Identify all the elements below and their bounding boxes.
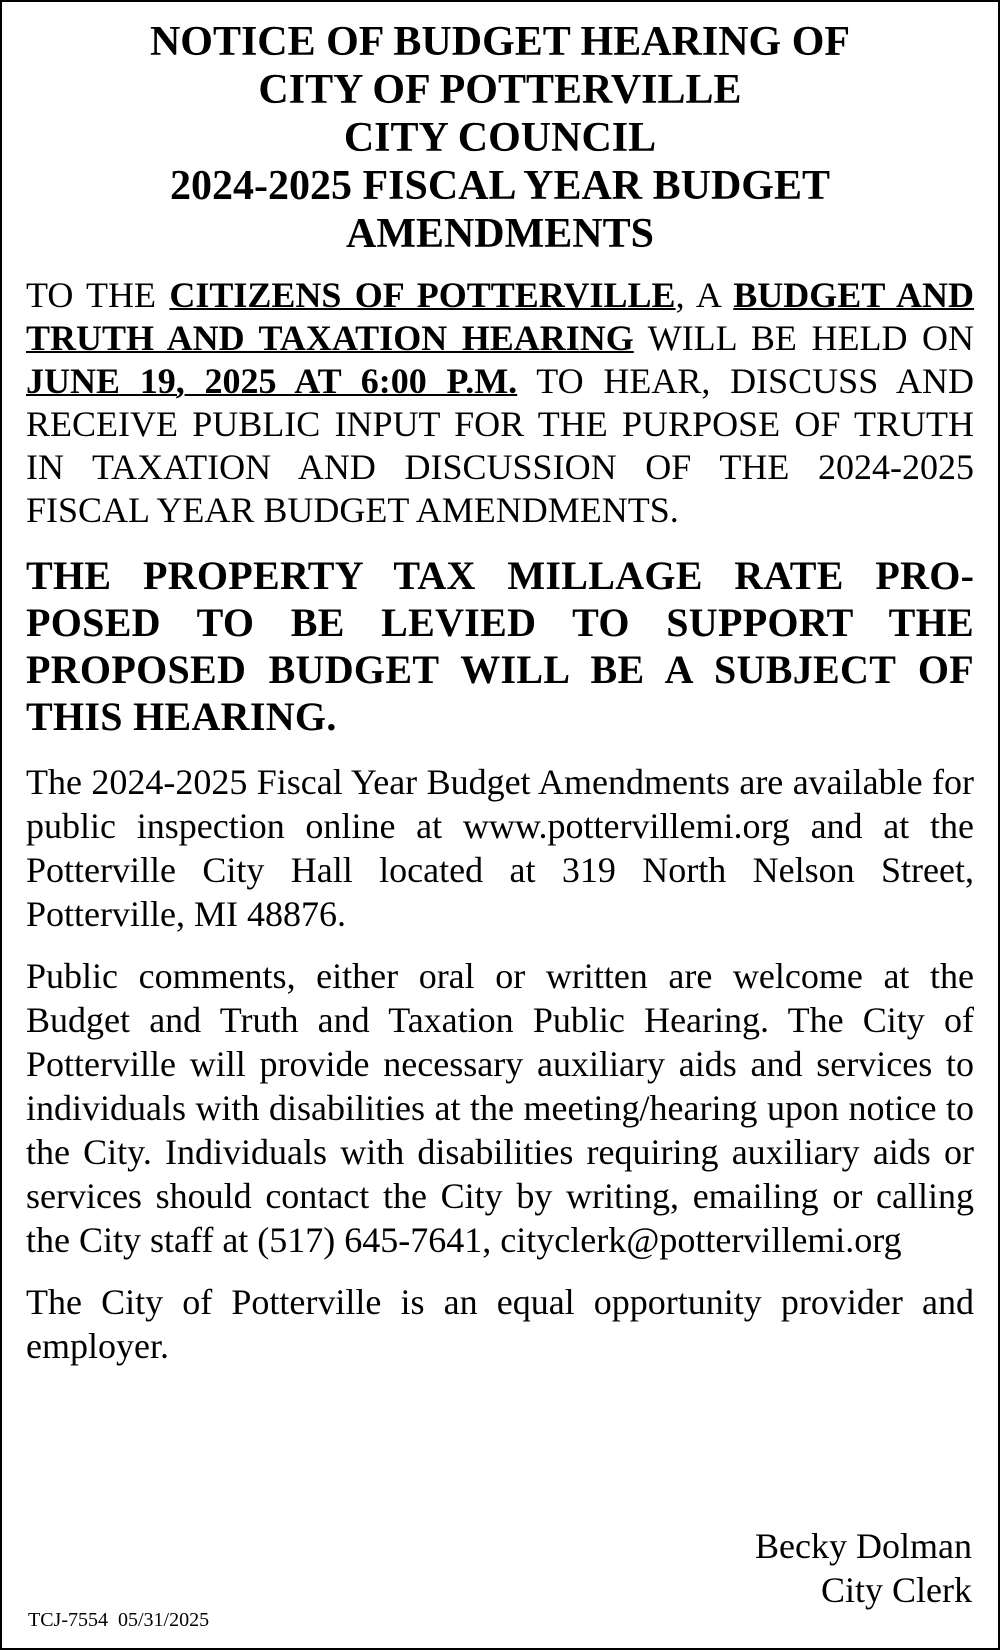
signer-role: City Clerk: [821, 1570, 972, 1610]
title-line-1: NOTICE OF BUDGET HEARING OF: [149, 19, 851, 65]
notice-title: [26, 18, 974, 258]
millage-rate-notice: THE PROPERTY TAX MILLAGE RATE PROPOSED TO BE LEVIED TO SUPPORT THE PROPOSED BUDGET WILL BE A SUBJECT OF THIS HEARING.: [26, 553, 974, 739]
hearing-name: BUDGET AND TRUTH AND TAXATION HEARING: [26, 275, 975, 358]
ad-reference: TCJ-7554 05/31/2025: [28, 1609, 210, 1631]
availability-paragraph: The 2024-2025 Fiscal Year Budget Amendments are available for public inspection online at www.pottervillemi.org and at the Potterville City Hall located at 319 North Nelson Street, Potterville, MI 48876.: [26, 762, 974, 934]
hearing-datetime: JUNE 19, 2025 AT 6:00 P.M.: [26, 361, 518, 401]
intro-text-4: TO HEAR, DISCUSS AND RECEIVE PUBLIC INPUT FOR THE PURPOSE OF TRUTH IN TAXATION AND DISCUSSION OF THE 2024-2025 FISCAL YEAR BUDGET AMENDMENTS.: [26, 361, 974, 530]
intro-text-1: TO THE: [26, 275, 170, 315]
signer-name: Becky Dolman: [755, 1526, 972, 1566]
intro-paragraph: [26, 274, 974, 532]
title-line-2: CITY OF POTTERVILLE: [258, 67, 742, 113]
intro-text-3: WILL BE HELD ON: [633, 318, 975, 358]
title-line-5: AMENDMENTS: [345, 211, 654, 257]
intro-text-2: , A: [675, 275, 734, 315]
title-line-3: CITY COUNCIL: [343, 115, 657, 161]
equal-opportunity-paragraph: The City of Potterville is an equal opportunity provider and employer.: [26, 1282, 974, 1366]
public-comments-paragraph: Public comments, either oral or written are welcome at the Budget and Truth and Taxation Public Hearing. The City of Potterville will provide necessary auxiliary aids and services to individuals with disabilities at the meeting/hearing upon notice to the City. Individuals with disabilities requiring auxiliary aids or services should contact the City by writing, emailing or calling the City staff at (517) 645-7641, cityclerk@pottervillemi.org: [26, 956, 974, 1260]
signature-block: [755, 1524, 972, 1612]
title-line-4: 2024-2025 FISCAL YEAR BUDGET: [169, 163, 831, 209]
citizens-of-potterville: CITIZENS OF POTTERVILLE: [169, 275, 676, 315]
